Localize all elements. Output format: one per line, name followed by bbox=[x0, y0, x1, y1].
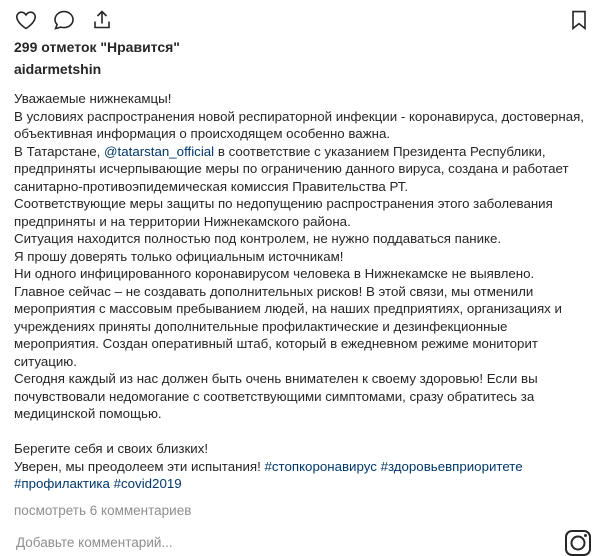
comment-bubble-icon[interactable] bbox=[52, 8, 76, 32]
post-caption-container bbox=[0, 78, 605, 493]
post-actions-left bbox=[14, 8, 114, 32]
caption-line-6: Я прошу доверять только официальным источникам! bbox=[14, 248, 344, 264]
instagram-icon bbox=[565, 530, 591, 556]
hashtag-link-1[interactable]: #стопкоронавирус bbox=[264, 458, 377, 474]
hashtag-link-2[interactable]: #здоровьевприоритете bbox=[380, 458, 523, 474]
view-comments-link[interactable]: посмотреть 6 комментариев bbox=[14, 502, 192, 518]
hashtag-link-3[interactable]: #профилактика bbox=[14, 476, 110, 491]
share-icon[interactable] bbox=[90, 8, 114, 32]
caption-line-3-post: в соответствие с указанием Президента Республики, предприняты исчерпывающие меры по ограничению данного вируса, создана и работает санитарно-противоэпидемическая комиссия Правительства РТ. bbox=[14, 143, 573, 194]
caption-line-11-pre: Уверен, мы преодолеем эти испытания! bbox=[14, 458, 265, 474]
caption-line-1: Уважаемые нижнекамцы! bbox=[14, 91, 172, 106]
post-action-bar bbox=[0, 0, 605, 36]
comment-input[interactable] bbox=[14, 534, 565, 551]
add-comment-bar bbox=[0, 530, 605, 556]
heart-icon[interactable] bbox=[14, 8, 38, 32]
caption-line-5: Ситуация находится полностью под контролем, не нужно поддаваться панике. bbox=[14, 231, 502, 246]
mention-link[interactable]: @tatarstan_official bbox=[104, 143, 215, 159]
caption-line-7: Ни одного инфицированного коронавирусом человека в Нижнекамске не выявлено. bbox=[14, 266, 535, 281]
caption-line-8: Главное сейчас – не создавать дополнительных рисков! В этой связи, мы отменили мероприятия с массовым пребыванием людей, на наших предприятиях, организациях и учреждениях приняты дополнительные профилактические и дезинфекционные мероприятия. Создан оперативный штаб, который в ежедневном режиме мониторит ситуацию. bbox=[14, 283, 566, 369]
caption-line-2: В условиях распространения новой респираторной инфекции - коронавируса, достоверная, объективная информация о происходящем особенно важна. bbox=[14, 108, 588, 141]
caption-line-9: Сегодня каждый из нас должен быть очень внимателен к своему здоровью! Если вы почувствовали недомогание с соответствующими симптомами, сразу обратитесь за медицинской помощью. bbox=[14, 371, 542, 421]
caption-line-10: Берегите себя и своих близких! bbox=[14, 441, 209, 456]
hashtag-link-4[interactable]: #covid2019 bbox=[113, 476, 182, 491]
post-caption bbox=[14, 90, 591, 493]
post-author-username[interactable]: aidarmetshin bbox=[14, 61, 102, 77]
caption-line-4: Соответствующие меры защиты по недопущению распространения этого заболевания предприняты и на территории Нижнекамского района. bbox=[14, 196, 557, 229]
bookmark-icon[interactable] bbox=[567, 8, 591, 32]
likes-count: 299 отметок "Нравится" bbox=[14, 39, 180, 55]
caption-line-3-pre: В Татарстане, bbox=[14, 143, 105, 159]
post-actions-right bbox=[567, 8, 591, 32]
